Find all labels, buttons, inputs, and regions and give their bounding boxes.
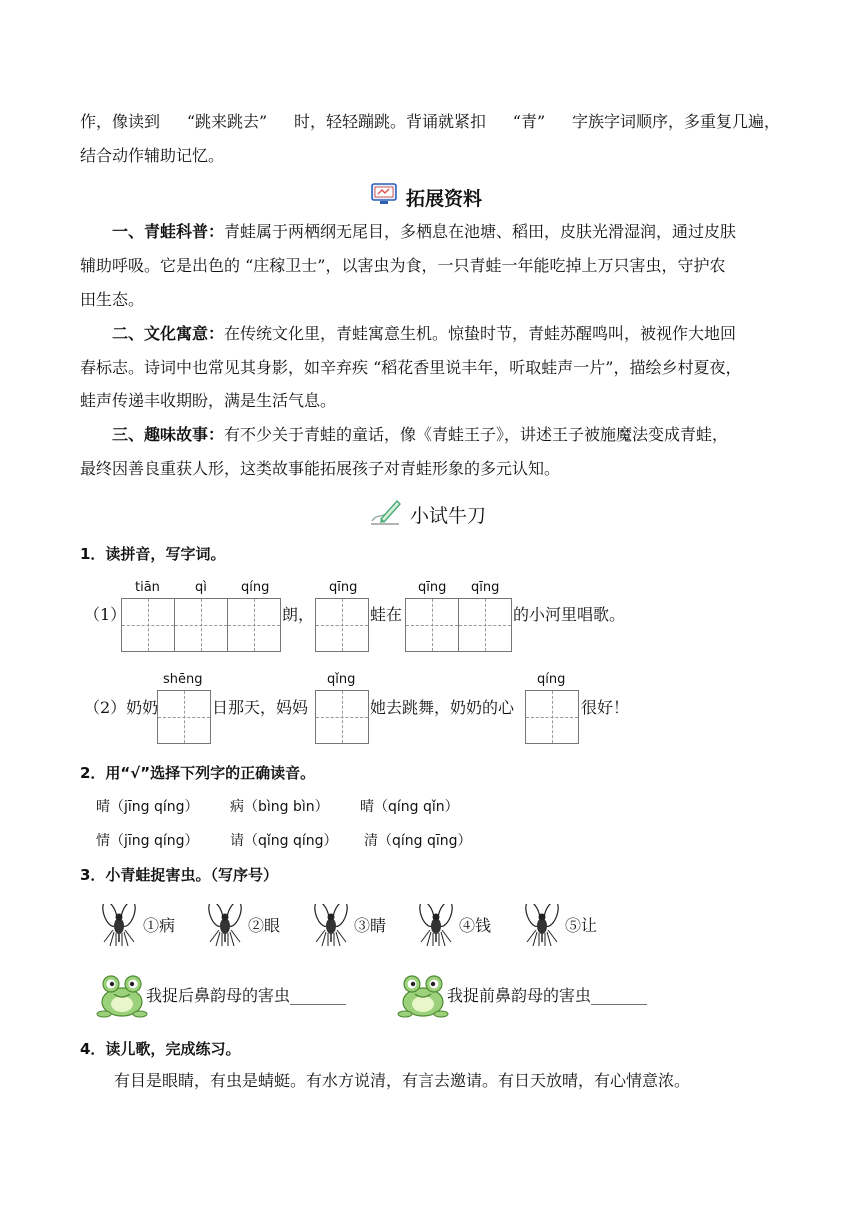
- intro-segment: 时，轻轻蹦跳。背诵就紧扣: [293, 112, 486, 131]
- pinyin: qīng: [471, 580, 500, 595]
- sentence-text: 她去跳舞，奶奶的心: [370, 698, 515, 717]
- writing-grid[interactable]: [315, 598, 369, 652]
- reading-option[interactable]: 晴（qíng qǐn）: [360, 799, 459, 815]
- writing-grid[interactable]: [405, 598, 512, 652]
- paragraph-line: 蛙声传递丰收期盼，满是生活气息。: [80, 391, 337, 410]
- frog-caption: [447, 986, 647, 1006]
- frog-caption-text: 我捉前鼻韵母的害虫: [447, 986, 592, 1005]
- bug-item: ⑤让: [565, 916, 598, 935]
- question-3-title: 3．小青蛙捉害虫。（写序号）: [80, 866, 278, 884]
- intro-line-2: 结合动作辅助记忆。: [80, 146, 225, 165]
- paragraph-line: 田生态。: [80, 290, 145, 309]
- paragraph-line: 春标志。诗词中也常见其身影，如辛弃疾 “稻花香里说丰年，听取蛙声一片”，描绘乡村夏夜，: [80, 358, 742, 377]
- reading-option[interactable]: 清（qíng qīng）: [364, 833, 472, 849]
- writing-grid[interactable]: [525, 690, 579, 744]
- intro-line-1: [80, 112, 780, 132]
- paragraph-label: 二、文化寓意：: [112, 324, 225, 343]
- writing-cell[interactable]: [316, 599, 368, 651]
- bug-item: ②眼: [248, 916, 281, 935]
- sentence-text: 朗，: [282, 605, 315, 624]
- writing-cell[interactable]: [228, 599, 280, 651]
- bug-item: ③睛: [354, 916, 387, 935]
- writing-grid[interactable]: [315, 690, 369, 744]
- paragraph-text: 青蛙属于两栖纲无尾目，多栖息在池塘、稻田，皮肤光滑湿润，通过皮肤: [224, 222, 737, 241]
- writing-cell[interactable]: [175, 599, 228, 651]
- writing-grid[interactable]: [121, 598, 281, 652]
- pinyin: qīng: [329, 580, 358, 595]
- writing-cell[interactable]: [459, 599, 511, 651]
- sentence-text: 的小河里唱歌。: [513, 605, 626, 624]
- computer-icon: [371, 182, 397, 210]
- paragraph-line: 辅助呼吸。它是出色的 “庄稼卫士”，以害虫为食，一只青蛙一年能吃掉上万只害虫，守护农: [80, 256, 726, 275]
- writing-cell[interactable]: [526, 691, 578, 743]
- paragraph-line: [112, 425, 728, 445]
- pinyin: tiān: [135, 580, 160, 595]
- writing-cell[interactable]: [406, 599, 459, 651]
- mosquito-icon: [98, 904, 142, 948]
- bug-item: ④钱: [459, 916, 492, 935]
- paragraph-text: 在传统文化里，青蛙寓意生机。惊蛰时节，青蛙苏醒鸣叫，被视作大地回: [224, 324, 737, 343]
- intro-segment: 字族字词顺序，多重复几遍，: [571, 112, 780, 131]
- pinyin: qīng: [418, 580, 447, 595]
- intro-segment: 作，像读到: [80, 112, 161, 131]
- pinyin: qǐng: [327, 672, 356, 687]
- pinyin: qì: [195, 580, 207, 595]
- row-number: （2）奶奶: [84, 698, 159, 717]
- paragraph-label: 一、青蛙科普：: [112, 222, 225, 241]
- section-title-extended-material: 拓展资料: [406, 188, 483, 210]
- section-title-practice: 小试牛刀: [410, 505, 487, 527]
- writing-grid[interactable]: [157, 690, 211, 744]
- sentence-text: 蛙在: [370, 605, 403, 624]
- intro-segment: “青”: [512, 112, 546, 131]
- pinyin: qíng: [241, 580, 270, 595]
- mosquito-icon: [204, 904, 248, 948]
- paragraph-text: 有不少关于青蛙的童话，像《青蛙王子》，讲述王子被施魔法变成青蛙，: [224, 425, 729, 444]
- frog-caption-text: 我捉后鼻韵母的害虫: [146, 986, 291, 1005]
- pinyin: qíng: [537, 672, 566, 687]
- row-number: （1）: [84, 605, 127, 624]
- writing-cell[interactable]: [316, 691, 368, 743]
- paragraph-line: [112, 222, 736, 242]
- mosquito-icon: [310, 904, 354, 948]
- reading-option[interactable]: 请（qǐng qíng）: [230, 833, 338, 849]
- rhyme-text: 有目是眼睛，有虫是蜻蜓。有水方说清，有言去邀请。有日天放晴，有心情意浓。: [114, 1071, 691, 1090]
- frog-icon: [397, 970, 449, 1018]
- frog-caption: [146, 986, 346, 1006]
- bug-item: ①病: [143, 916, 176, 935]
- answer-blank[interactable]: _______: [591, 986, 648, 1005]
- writing-cell[interactable]: [158, 691, 210, 743]
- answer-blank[interactable]: _______: [290, 986, 347, 1005]
- paragraph-label: 三、趣味故事：: [112, 425, 225, 444]
- intro-segment: “跳来跳去”: [186, 112, 268, 131]
- question-4-title: 4．读儿歌，完成练习。: [80, 1040, 241, 1058]
- reading-option[interactable]: 情（jīng qíng）: [96, 833, 199, 849]
- paragraph-line: [112, 324, 736, 344]
- reading-option[interactable]: 病（bìng bìn）: [230, 799, 329, 815]
- mosquito-icon: [521, 904, 565, 948]
- writing-cell[interactable]: [122, 599, 175, 651]
- sentence-text: 日那天，妈妈: [212, 698, 309, 717]
- mosquito-icon: [415, 904, 459, 948]
- sentence-text: 很好！: [581, 698, 630, 717]
- question-2-title: 2．用“√”选择下列字的正确读音。: [80, 764, 316, 782]
- pen-icon: [369, 497, 403, 531]
- question-1-title: 1．读拼音，写字词。: [80, 545, 226, 563]
- frog-icon: [96, 970, 148, 1018]
- pinyin: shēng: [163, 672, 203, 687]
- paragraph-line: 最终因善良重获人形，这类故事能拓展孩子对青蛙形象的多元认知。: [80, 459, 561, 478]
- reading-option[interactable]: 晴（jīng qíng）: [96, 799, 199, 815]
